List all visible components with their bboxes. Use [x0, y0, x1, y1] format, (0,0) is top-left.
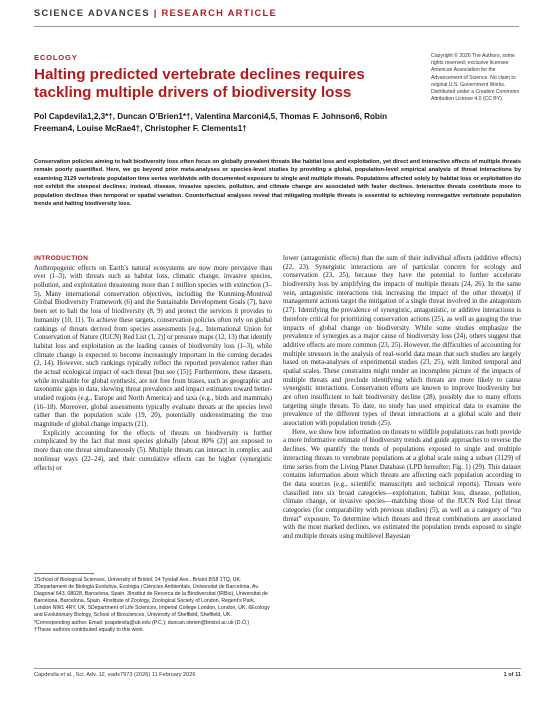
article-title: Halting predicted vertebrate declines requires tackling multiple drivers of biodiversity loss — [34, 66, 365, 101]
right-column — [283, 255, 521, 542]
copyright-notice: Copyright © 2026 The Authors, some rights reserved; exclusive licensee American Association for the Advancement of Science. No claim to original U.S. Government Works. Distributed under a Creative Commons Attribution License 4.0 (CC BY). — [431, 53, 520, 103]
page-number: 1 of 11 — [503, 672, 521, 678]
footer-rule — [34, 668, 521, 669]
section-tag: ECOLOGY — [34, 53, 78, 62]
affiliations: 1School of Biological Sciences, University of Bristol, 24 Tyndall Ave., Bristol BS8 1TQ, UK. 2Departament de Biologia Evolutiva, Ecologia i Ciències Ambientals, Universitat de Barcelona, Av. Diagonal 643, 08028, Barcelona, Spain. 3Institut de Recerca de la Biodiversitat (IRBio), Universitat de Barcelona, Barcelona, Spain. 4Institute of Zoology, Zoological Society of London, Regent’s Park, London NW1 4RY, UK. 5Department of Life Sciences, Imperial College London, London, UK. 6Ecology and Evolutionary Biology, School of Biosciences, University of Sheffield, Sheffield, UK. — [34, 577, 270, 619]
article-citation: Capdevila et al., Sci. Adv. 12, eadx7973 (2026) 11 February 2026 — [34, 672, 196, 678]
footnote-rule — [34, 573, 94, 574]
abstract: Conservation policies aiming to halt biodiversity loss often focus on globally prevalent threats like habitat loss and exploitation, yet direct and interactive effects of multiple threats remain poorly quantified. Here, we go beyond prior meta-analyses or species-level studies by providing a global, population-level empirical analysis of threat interactions by examining 3129 vertebrate population time series worldwide with documented exposure to single and multiple threats. Populations affected solely by habitat loss or exploitation do not exhibit the steepest declines; instead, disease, invasive species, pollution, and climate change are associated with faster declines. Interactive threats contribute more to population declines than temporal or spatial variation. Counterfactual analyses reveal that mitigating multiple threats is essential to achieving nonnegative vertebrate population trends and halting biodiversity loss. — [34, 159, 521, 208]
intro-paragraph-3: lower (antagonistic effects) than the sum of their individual effects (additive effects) (22, 23). Synergistic interactions are of particular concern for ecology and conservation (23, 25), because they have the potential to further accelerate biodiversity loss by amplifying the impacts of multiple threats (24, 26). In the same vein, antagonistic interactions risk increasing the impact of the other threat(s) if management actions target the mitigation of a single threat involved in the antagonism (27). Identifying the prevalence of synergistic, antagonistic, or additive interactions is therefore critical for prioritizing conservation actions (25), as well as gauging the true impacts of global change on biodiversity. While some studies emphasize the prevalence of synergies as a major cause of biodiversity loss (24), others suggest that additive effects are more common (23, 25). However, the difficulties of accounting for multiple stressors in the analysis of real-world data mean that such studies are largely based on meta-analyses of experimental studies (23, 25), with limited temporal and spatial scales. These constraints might render an incomplete picture of the impacts of multiple threats and preclude identifying which threats are more likely to cause synergistic interactions. Conservation efforts are known to improve biodiversity but are often insufficient to halt biodiversity decline (28), possibly due to many efforts targeting single threats. To date, no study has used empirical data to examine the prevalence of the different types of threat interactions at a global scale and their association with population trends (25). — [283, 255, 521, 428]
journal-name: SCIENCE ADVANCES — [34, 8, 150, 18]
equal-contribution-note: †These authors contributed equally to this work. — [34, 626, 145, 633]
header-rule — [34, 26, 519, 27]
introduction-heading: INTRODUCTION — [34, 255, 89, 262]
intro-paragraph-4: Here, we show how information on threats to wildlife populations can both provide a more informative estimate of biodiversity trends and guide approaches to reverse the declines. We quantify the trends of populations exposed to single and multiple interacting threats to vertebrate populations at a global scale using a subset (3129) of time series from the Living Planet Database (LPD hereafter; Fig. 1) (29). This dataset contains information about which threats are affecting each population according to the data sources (e.g., scientific manuscripts and technical reports). Threats were classified into six broad categories—exploitation, habitat loss, disease, pollution, climate change, or invasive species—matching those of the IUCN Red List threat categories (for comparability with previous studies) (5), as well as a category of “no threat” exposure. To determine which threats and threat combinations are associated with the most marked declines, we estimated the population trends exposed to single and multiple threats using multilevel Bayesian — [283, 428, 521, 540]
corresponding-author: *Corresponding author. Email: pcapdevila@ub.edu (P.C.); duncan.obrien@bristol.ac.uk (D.O.) — [34, 619, 250, 626]
author-list: Pol Capdevila1,2,3*†, Duncan O’Brien1*†, Valentina Marconi4,5, Thomas F. Johnson6, Robin Freeman4, Louise McRae4†, Christopher F. Clements1† — [34, 112, 388, 133]
header-separator: | — [149, 8, 162, 18]
article-type: RESEARCH ARTICLE — [161, 8, 278, 18]
intro-paragraph-2: Explicitly accounting for the effects of threats on biodiversity is further complicated by the fact that most species globally [about 80% (2)] are exposed to more than one threat simultaneously (5). Multiple threats can interact in complex and nonlinear ways (22–24), and their cumulative effects can be higher (synergistic effects) or — [34, 429, 272, 472]
left-column — [34, 255, 272, 473]
journal-header — [34, 8, 522, 18]
footnotes — [34, 577, 272, 634]
intro-paragraph-1: Anthropogenic effects on Earth’s natural ecosystems are now more pervasive than ever (1–3), with threats such as habitat loss, climatic change, invasive species, pollution, and exploitation threatening more than 1 million species with extinction (3–5). Many international conservation objectives, including the Kunming-Montreal Global Biodiversity Framework (6) and the Sustainable Development Goals (7), have been set to halt the loss of biodiversity (8, 9) and protect the services it provides to humanity (10, 11). To achieve these targets, conservation policies often rely on global rankings of threats derived from species assessments [e.g., International Union for Conservation of Nature (IUCN) Red List (1, 2)] or pressure maps (12, 13) that identify habitat loss and exploitation as the leading causes of biodiversity loss (1–3), while climate change is expected to become increasingly important in the coming decades (2, 14). However, such rankings typically reflect the reported prevalence rather than the actual ecological impact of each threat [but see (15)]. Furthermore, these datasets, while invaluable for global synthesis, are not free from biases, such as geographic and taxonomic gaps in data, skewing threat prevalence and impact estimates toward better-studied regions (e.g., Europe and North America) and taxa (e.g., birds and mammals) (16–18). Moreover, global assessments typically evaluate threats at the species level rather than the population scale (19, 20), potentially underestimating the true magnitude of global change impacts (21). — [34, 264, 272, 429]
